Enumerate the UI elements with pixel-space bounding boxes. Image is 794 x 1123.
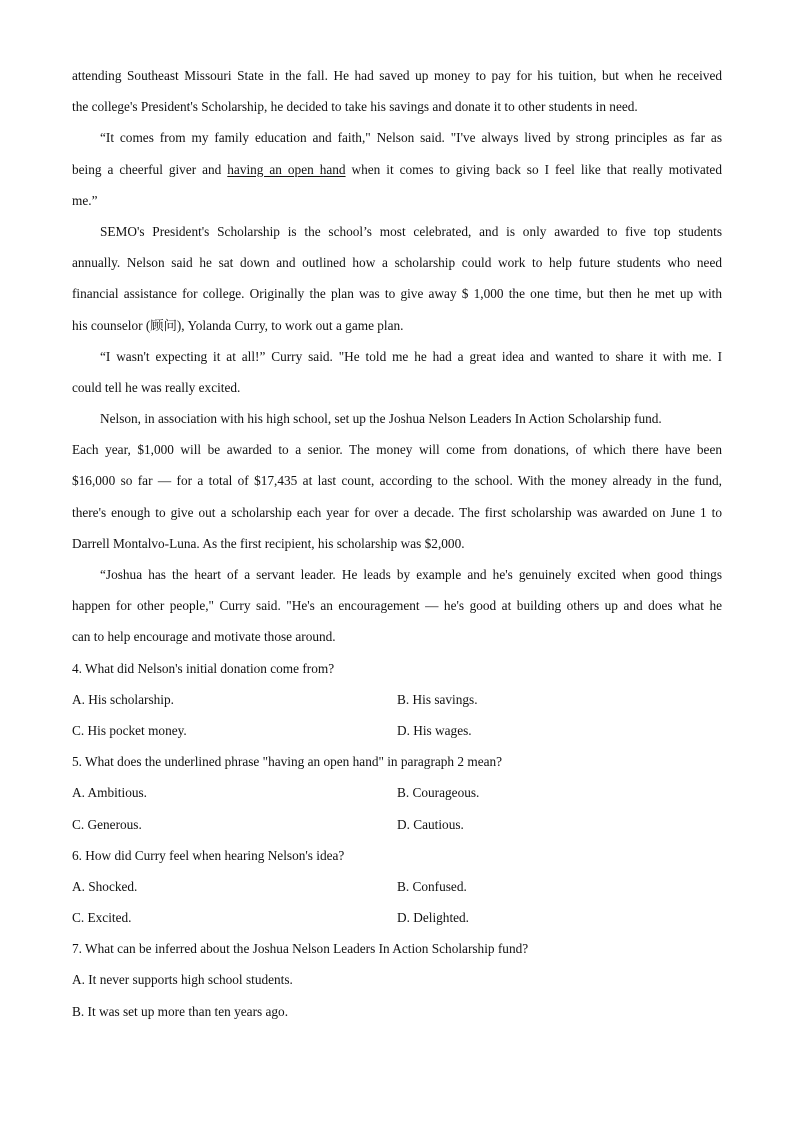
- option-c: C. Excited.: [72, 910, 132, 926]
- paragraph-2: [72, 122, 722, 216]
- question-5: [72, 746, 722, 840]
- text-line: “It comes from my family education and faith," Nelson said. "I've always lived by strong principles as far as: [100, 130, 722, 146]
- text-line: attending Southeast Missouri State in the fall. He had saved up money to pay for his tuition, but when he received: [72, 68, 722, 83]
- paragraph-4: [72, 341, 722, 403]
- text-line: his counselor (顾问), Yolanda Curry, to work out a game plan.: [72, 317, 404, 333]
- text-line: Each year, $1,000 will be awarded to a senior. The money will come from donations, of which there have been: [72, 442, 722, 458]
- paragraph-3: [72, 216, 722, 341]
- document-page: [72, 60, 722, 1027]
- paragraph-6: [72, 559, 722, 653]
- option-d: D. His wages.: [397, 722, 472, 738]
- question-7: [72, 933, 722, 1027]
- text-line: annually. Nelson said he sat down and outlined how a scholarship could work to help future students who need: [72, 255, 722, 271]
- option-b: B. Confused.: [397, 878, 467, 894]
- question-6: [72, 840, 722, 934]
- options-row: [72, 809, 722, 840]
- options-row: [72, 777, 722, 808]
- option-a: A. Ambitious.: [72, 785, 147, 801]
- question-4: [72, 653, 722, 747]
- text-line: the college's President's Scholarship, he decided to take his savings and donate it to other students in need.: [72, 99, 638, 115]
- option-b: B. His savings.: [397, 691, 478, 707]
- text-line: can to help encourage and motivate those around.: [72, 629, 336, 645]
- option-b: B. It was set up more than ten years ago.: [72, 1003, 289, 1019]
- text-line: SEMO's President's Scholarship is the school’s most celebrated, and is only awarded to five top students: [100, 223, 722, 239]
- text-line: financial assistance for college. Originally the plan was to give away $ 1,000 the one time, but then he met up with: [72, 286, 722, 302]
- text-line: there's enough to give out a scholarship each year for over a decade. The first scholarship was awarded on June 1 to: [72, 504, 722, 520]
- text-span: being a cheerful giver and: [72, 161, 228, 177]
- option-b: B. Courageous.: [397, 785, 480, 801]
- paragraph-1: [72, 60, 722, 122]
- option-a: A. It never supports high school students.: [72, 972, 293, 988]
- option-c: C. His pocket money.: [72, 722, 187, 738]
- options-row: [72, 871, 722, 902]
- text-line: “I wasn't expecting it at all!” Curry said. "He told me he had a great idea and wanted to share it with me. I: [100, 348, 722, 364]
- options-row: [72, 715, 722, 746]
- option-a: A. His scholarship.: [72, 691, 174, 707]
- text-line: Nelson, in association with his high school, set up the Joshua Nelson Leaders In Action Scholarship fund.: [100, 411, 662, 427]
- question-stem: 6. How did Curry feel when hearing Nelson's idea?: [72, 847, 345, 863]
- option-d: D. Delighted.: [397, 910, 470, 926]
- text-line: [72, 154, 722, 185]
- text-line: happen for other people," Curry said. "He's an encouragement — he's good at building others up and does what he: [72, 598, 722, 614]
- text-line: could tell he was really excited.: [72, 379, 241, 395]
- underlined-phrase: having an open hand: [227, 161, 346, 177]
- text-line: me.”: [72, 192, 98, 208]
- text-span: when it comes to giving back so I feel like that really motivated: [345, 161, 722, 177]
- text-line: $16,000 so far — for a total of $17,435 at last count, according to the school. With the money already in the fund,: [72, 473, 722, 489]
- options-row: [72, 902, 722, 933]
- options-row: [72, 684, 722, 715]
- option-d: D. Cautious.: [397, 816, 464, 832]
- question-stem: 4. What did Nelson's initial donation come from?: [72, 660, 335, 676]
- paragraph-5: [72, 403, 722, 559]
- question-stem: 5. What does the underlined phrase "having an open hand" in paragraph 2 mean?: [72, 754, 503, 770]
- text-line: “Joshua has the heart of a servant leader. He leads by example and he's genuinely excited when good things: [100, 567, 722, 582]
- text-line: Darrell Montalvo-Luna. As the first recipient, his scholarship was $2,000.: [72, 535, 465, 551]
- option-c: C. Generous.: [72, 816, 142, 832]
- option-a: A. Shocked.: [72, 878, 138, 894]
- question-stem: 7. What can be inferred about the Joshua Nelson Leaders In Action Scholarship fund?: [72, 941, 529, 957]
